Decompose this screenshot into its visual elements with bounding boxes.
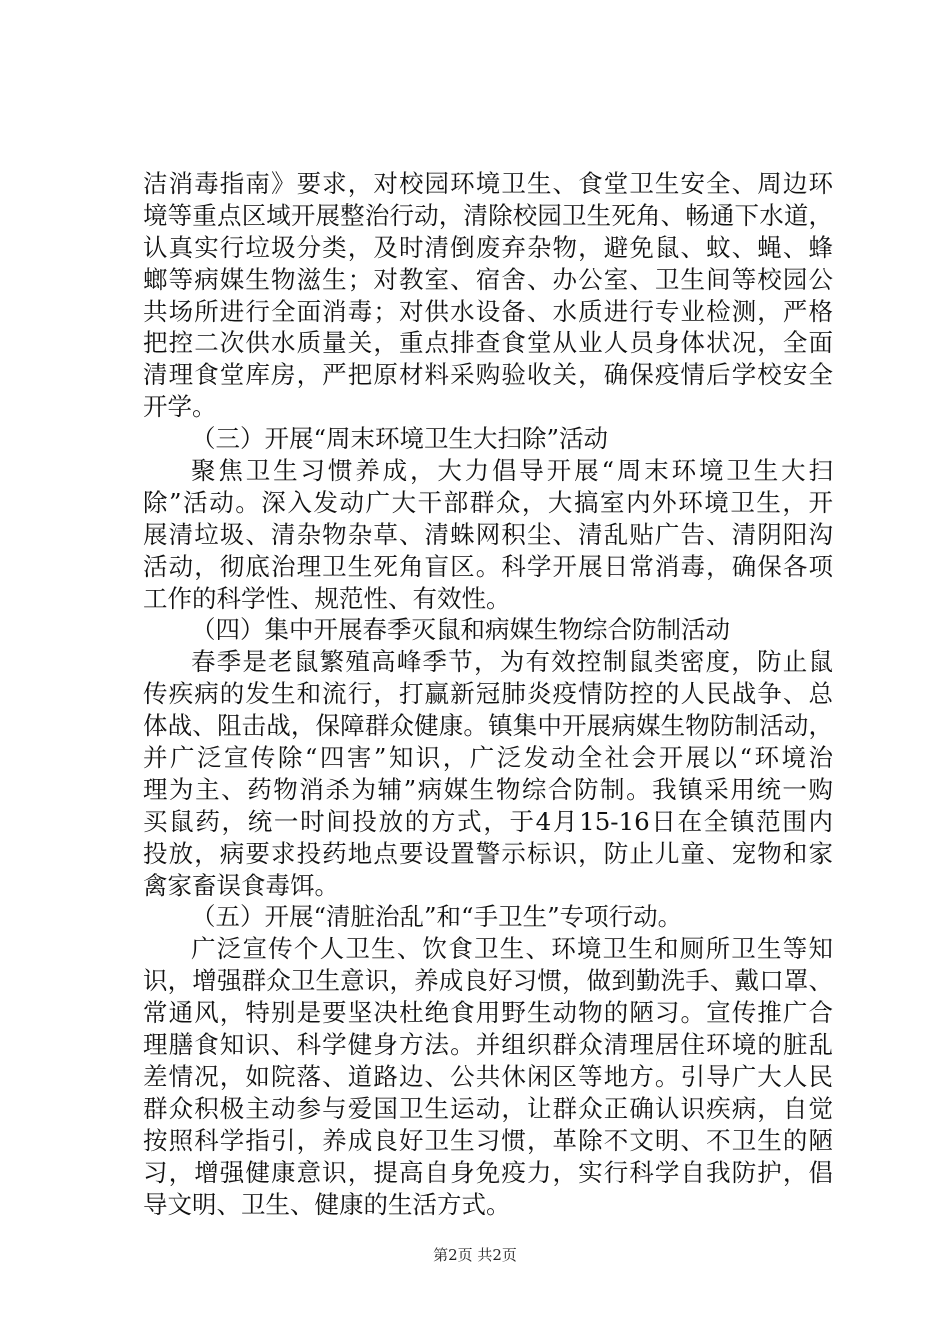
paragraph-line: 体战、阻击战，保障群众健康。镇集中开展病媒生物防制活动， (143, 711, 833, 741)
section-heading: （五）开展“清脏治乱”和“手卫生”专项行动。 (191, 902, 683, 932)
paragraph-line: 导文明、卫生、健康的生活方式。 (143, 1189, 511, 1219)
paragraph-line: 境等重点区域开展整治行动，清除校园卫生死角、畅通下水道， (143, 200, 833, 230)
paragraph-line: 禽家畜误食毒饵。 (143, 870, 339, 900)
paragraph-line: 传疾病的发生和流行，打赢新冠肺炎疫情防控的人民战争、总 (143, 679, 833, 709)
paragraph-line: 活动，彻底治理卫生死角盲区。科学开展日常消毒，确保各项 (143, 551, 833, 581)
paragraph-line: 买鼠药，统一时间投放的方式，于4月15-16日在全镇范围内 (143, 806, 833, 836)
paragraph-line: 群众积极主动参与爱国卫生运动，让群众正确认识疾病，自觉 (143, 1093, 833, 1123)
paragraph-line: 开学。 (143, 392, 217, 422)
paragraph-line: 理膳食知识、科学健身方法。并组织群众清理居住环境的脏乱 (143, 1030, 833, 1060)
paragraph-line: 广泛宣传个人卫生、饮食卫生、环境卫生和厕所卫生等知 (191, 934, 833, 964)
paragraph-line: 习，增强健康意识，提高自身免疫力，实行科学自我防护，倡 (143, 1157, 833, 1187)
paragraph-line: 螂等病媒生物滋生；对教室、宿舍、办公室、卫生间等校园公 (143, 264, 833, 294)
paragraph-line: 并广泛宣传除“四害”知识，广泛发动全社会开展以“环境治 (143, 743, 833, 773)
paragraph-line: 春季是老鼠繁殖高峰季节，为有效控制鼠类密度，防止鼠 (191, 647, 833, 677)
section-heading: （三）开展“周末环境卫生大扫除”活动 (191, 424, 609, 454)
paragraph-line: 除”活动。深入发动广大干部群众，大搞室内外环境卫生，开 (143, 487, 833, 517)
paragraph-line: 共场所进行全面消毒；对供水设备、水质进行专业检测，严格 (143, 296, 833, 326)
page-footer (0, 1245, 950, 1265)
paragraph-line: 聚焦卫生习惯养成，大力倡导开展“周末环境卫生大扫 (191, 456, 833, 486)
paragraph-line: 展清垃圾、清杂物杂草、清蛛网积尘、清乱贴广告、清阴阳沟 (143, 519, 833, 549)
paragraph-line: 按照科学指引，养成良好卫生习惯，革除不文明、不卫生的陋 (143, 1125, 833, 1155)
page-number: 第2页 共2页 (433, 1246, 517, 1264)
paragraph-line: 清理食堂库房，严把原材料采购验收关，确保疫情后学校安全 (143, 360, 833, 390)
paragraph-line: 认真实行垃圾分类，及时清倒废弃杂物，避免鼠、蚊、蝇、蜂 (143, 232, 833, 262)
paragraph-line: 把控二次供水质量关，重点排查食堂从业人员身体状况，全面 (143, 328, 833, 358)
paragraph-line: 投放，病要求投药地点要设置警示标识，防止儿童、宠物和家 (143, 838, 833, 868)
paragraph-line: 识，增强群众卫生意识，养成良好习惯，做到勤洗手、戴口罩、 (143, 966, 833, 996)
paragraph-line: 理为主、药物消杀为辅”病媒生物综合防制。我镇采用统一购 (143, 774, 833, 804)
section-heading: （四）集中开展春季灭鼠和病媒生物综合防制活动 (191, 615, 730, 645)
document-body (143, 168, 833, 1220)
paragraph-line: 工作的科学性、规范性、有效性。 (143, 583, 511, 613)
paragraph-line: 常通风，特别是要坚决杜绝食用野生动物的陋习。宣传推广合 (143, 998, 833, 1028)
paragraph-line: 洁消毒指南》要求，对校园环境卫生、食堂卫生安全、周边环 (143, 169, 833, 198)
paragraph-line: 差情况，如院落、道路边、公共休闲区等地方。引导广大人民 (143, 1061, 833, 1091)
